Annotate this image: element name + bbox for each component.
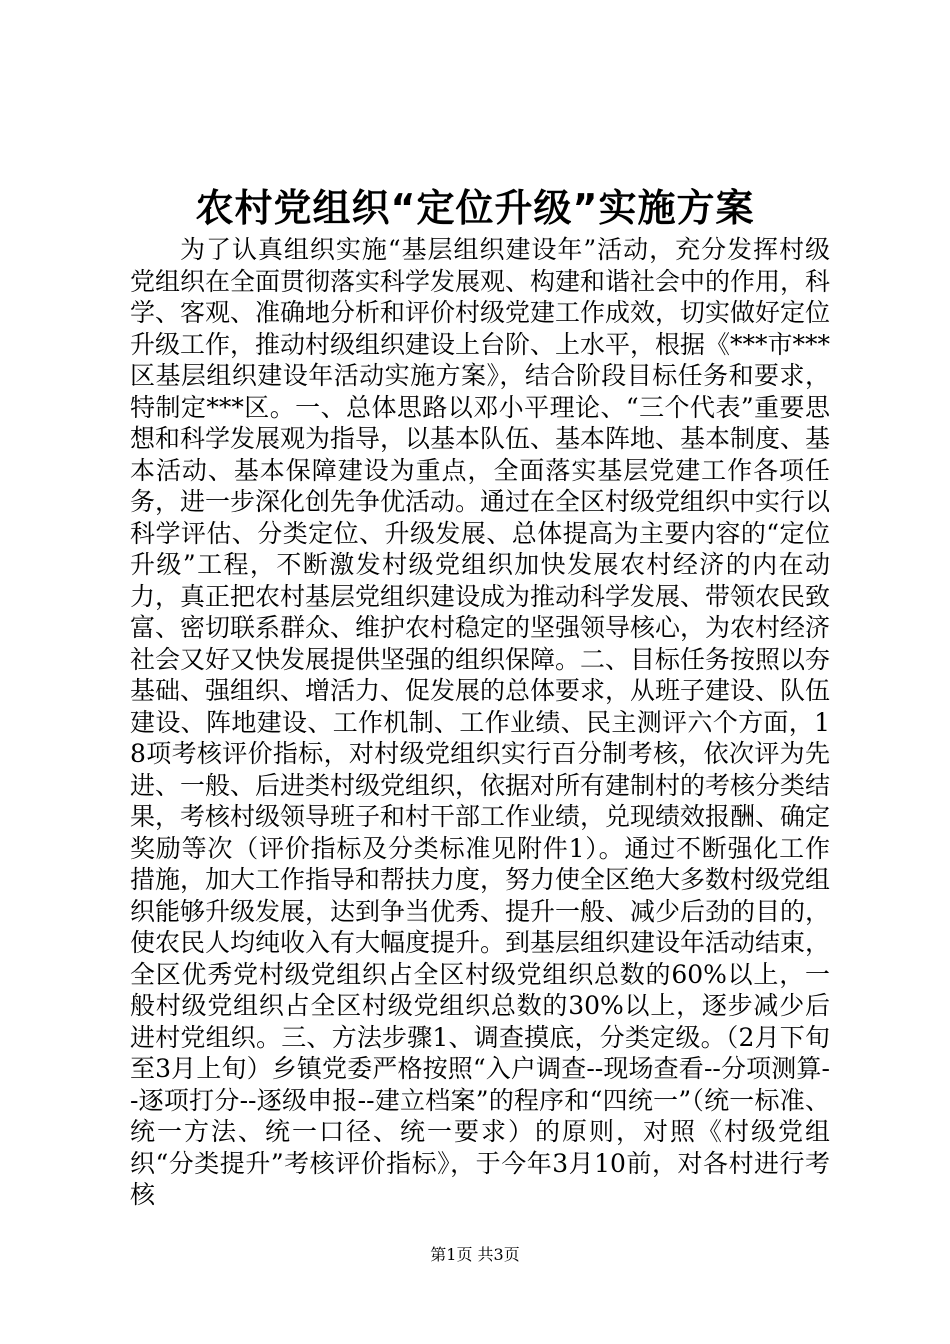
document-title: 农村党组织“定位升级”实施方案 — [195, 186, 755, 230]
page-number-footer: 第1页 共3页 — [430, 1245, 520, 1264]
document-body-paragraph: 为了认真组织实施“基层组织建设年”活动，充分发挥村级党组织在全面贯彻落实科学发展观、构建和谐社会中的作用，科学、客观、准确地分析和评价村级党建工作成效，切实做好定位升级工作，推动村级组织建设上台阶、上水平，根据《***市***区基层组织建设年活动实施方案》，结合阶段目标任务和要求，特制定***区。一、总体思路以邓小平理论、“三个代表”重要思想和科学发展观为指导，以基本队伍、基本阵地、基本制度、基本活动、基本保障建设为重点，全面落实基层党建工作各项任务，进一步深化创先争优活动。通过在全区村级党组织中实行以科学评估、分类定位、升级发展、总体提高为主要内容的“定位升级”工程，不断激发村级党组织加快发展农村经济的内在动力，真正把农村基层党组织建设成为推动科学发展、带领农民致富、密切联系群众、维护农村稳定的坚强领导核心，为农村经济社会又好又快发展提供坚强的组织保障。二、目标任务按照以夯基础、强组织、增活力、促发展的总体要求，从班子建设、队伍建设、阵地建设、工作机制、工作业绩、民主测评六个方面，18项考核评价指标，对村级党组织实行百分制考核，依次评为先进、一般、后进类村级党组织，依据对所有建制村的考核分类结果，考核村级领导班子和村干部工作业绩，兑现绩效报酬、确定奖励等次（评价指标及分类标准见附件1）。通过不断强化工作措施，加大工作指导和帮扶力度，努力使全区绝大多数村级党组织能够升级发展，达到争当优秀、提升一般、减少后劲的目的，使农民人均纯收入有大幅度提升。到基层组织建设年活动结束，全区优秀党村级党组织占全区村级党组织总数的60%以上，一般村级党组织占全区村级党组织总数的30%以上，逐步减少后进村党组织。三、方法步骤1、调查摸底，分类定级。（2月下旬至3月上旬）乡镇党委严格按照“入户调查--现场查看--分项测算--逐项打分--逐级申报--建立档案”的程序和“四统一”（统一标准、统一方法、统一口径、统一要求）的原则，对照《村级党组织“分类提升”考核评价指标》，于今年3月10前，对各村进行考核 — [130, 235, 831, 1209]
